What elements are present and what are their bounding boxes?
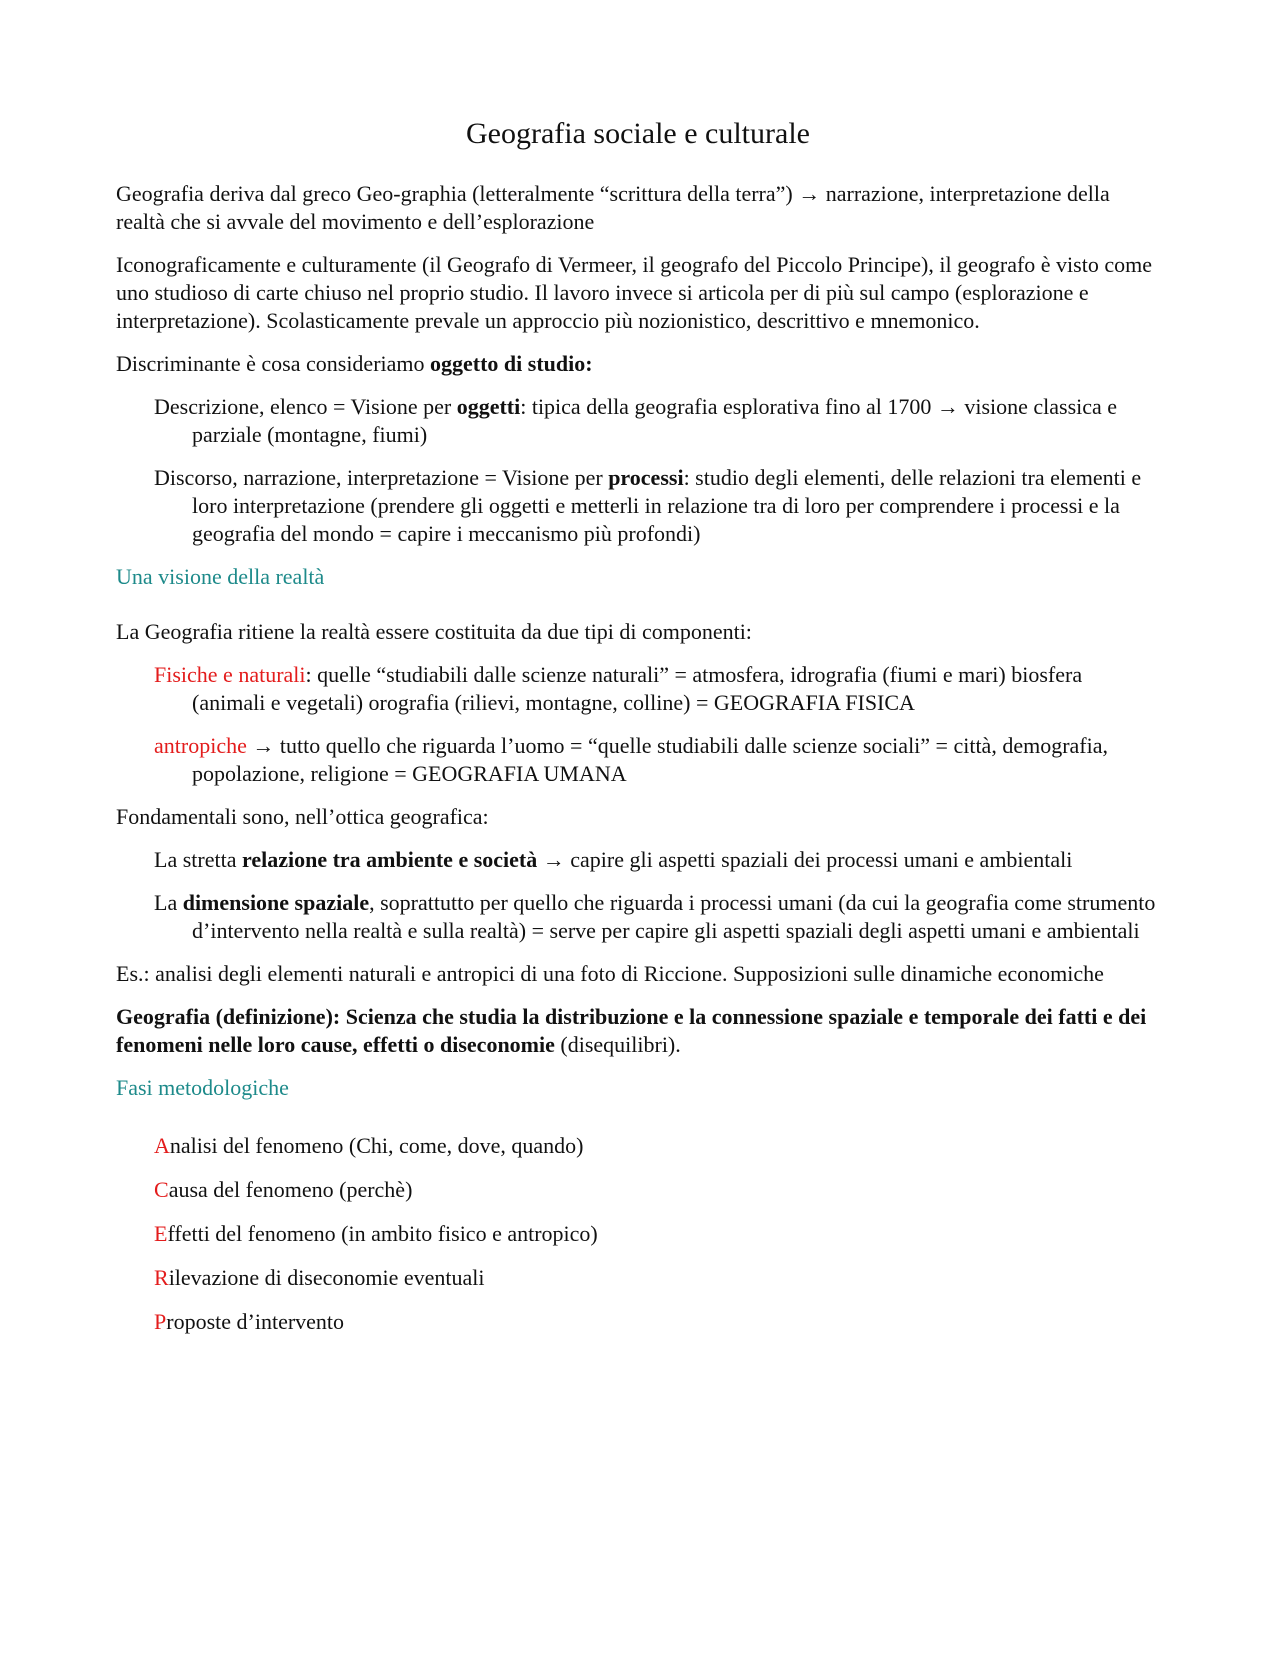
- bold-run: oggetti: [456, 394, 521, 419]
- text-run: Discorso, narrazione, interpretazione = Visione per: [154, 465, 609, 490]
- text-run: : tipica della geografia esplorativa fino al 1700 → visione classica e parziale (montagne, fiumi): [192, 394, 1118, 447]
- phase-initial: E: [154, 1221, 168, 1246]
- bold-run: relazione tra ambiente e società: [241, 847, 538, 872]
- highlight-label: Fisiche e naturali: [154, 662, 306, 687]
- text-run: : studio degli elementi, delle relazioni tra elementi e loro interpretazione (prendere gli oggetti e metterli in relazione tra di loro per comprendere i processi e la geografia del mondo = capire i meccanismo più profondi): [192, 465, 1142, 546]
- phase-item: [154, 1132, 1160, 1160]
- phase-initial: A: [154, 1133, 170, 1158]
- phase-text: nalisi del fenomeno (Chi, come, dove, quando): [169, 1133, 584, 1158]
- vision-objects: [154, 393, 1160, 449]
- intro-paragraph-discriminant: [116, 350, 1160, 378]
- text-run: La stretta: [154, 847, 242, 872]
- bold-run: dimensione spaziale: [182, 890, 370, 915]
- phase-item: [154, 1220, 1160, 1248]
- text-run: : quelle “studiabili dalle scienze naturali” = atmosfera, idrografia (fiumi e mari) biosfera (animali e vegetali) orografia (rilievi, montagne, colline) = GEOGRAFIA FISICA: [192, 662, 1083, 715]
- phase-list: [116, 1132, 1160, 1336]
- component-physical: [154, 661, 1160, 717]
- text-run: , soprattutto per quello che riguarda i processi umani (da cui la geografia come strumento d’intervento nella realtà e sulla realtà) = serve per capire gli aspetti spaziali degli aspetti umani e ambientali: [192, 890, 1156, 943]
- component-anthropic: [154, 732, 1160, 788]
- phase-initial: C: [154, 1177, 169, 1202]
- phase-item: [154, 1176, 1160, 1204]
- highlight-label: antropiche: [154, 733, 247, 758]
- text-run: → capire gli aspetti spaziali dei processi umani e ambientali: [537, 847, 1073, 872]
- definition-paragraph: [116, 1003, 1160, 1059]
- bold-run: oggetto di studio:: [430, 351, 593, 376]
- phase-item: [154, 1264, 1160, 1292]
- section-heading-phases: Fasi metodologiche: [116, 1075, 289, 1100]
- text-run: → tutto quello che riguarda l’uomo = “quelle studiabili dalle scienze sociali” = città, demografia, popolazione, religione = GEOGRAFIA UMANA: [192, 733, 1108, 786]
- text-run: (disequilibri).: [554, 1032, 681, 1057]
- bold-run: processi: [608, 465, 684, 490]
- fundamentals-intro: Fondamentali sono, nell’ottica geografica:: [116, 804, 489, 829]
- page-title: Geografia sociale e culturale: [466, 117, 810, 150]
- phase-initial: R: [154, 1265, 169, 1290]
- intro-paragraph-iconography: Iconograficamente e culturamente (il Geografo di Vermeer, il geografo del Piccolo Principe), il geografo è visto come uno studioso di carte chiuso nel proprio studio. Il lavoro invece si articola per di più sul campo (esplorazione e interpretazione). Scolasticamente prevale un approccio più nozionistico, descrittivo e mnemonico.: [116, 252, 1152, 333]
- section-heading-reality: Una visione della realtà: [116, 564, 325, 589]
- text-run: Descrizione, elenco = Visione per: [154, 394, 457, 419]
- fundamental-relation: [154, 846, 1160, 874]
- bold-run: Geografia (definizione): Scienza che studia la distribuzione e la connessione spaziale e temporale dei fatti e dei fenomeni nelle loro cause, effetti o diseconomie: [116, 1004, 1147, 1057]
- phase-text: ffetti del fenomeno (in ambito fisico e antropico): [167, 1221, 598, 1246]
- text-run: Discriminante è cosa consideriamo: [116, 351, 431, 376]
- vision-processes: [154, 464, 1160, 548]
- phase-text: ilevazione di diseconomie eventuali: [168, 1265, 485, 1290]
- phase-item: [154, 1308, 1160, 1336]
- example-paragraph: Es.: analisi degli elementi naturali e antropici di una foto di Riccione. Supposizioni sulle dinamiche economiche: [116, 961, 1104, 986]
- phase-initial: P: [154, 1309, 167, 1334]
- phase-text: ausa del fenomeno (perchè): [168, 1177, 413, 1202]
- fundamental-spatial: [154, 889, 1160, 945]
- components-intro: La Geografia ritiene la realtà essere costituita da due tipi di componenti:: [116, 619, 752, 644]
- text-run: La: [154, 890, 183, 915]
- phase-text: roposte d’intervento: [166, 1309, 345, 1334]
- intro-paragraph-etymology: Geografia deriva dal greco Geo-graphia (letteralmente “scrittura della terra”) → narrazione, interpretazione della realtà che si avvale del movimento e dell’esplorazione: [116, 181, 1110, 234]
